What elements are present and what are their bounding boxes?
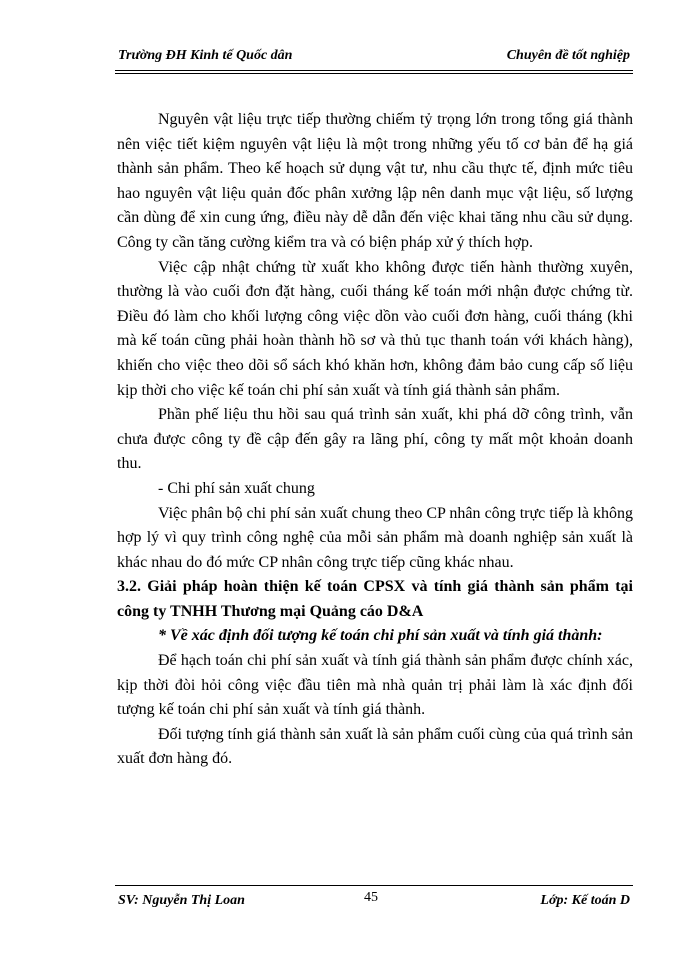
footer-class: Lớp: Kế toán D	[540, 893, 630, 908]
footer-student: SV: Nguyễn Thị Loan	[118, 893, 245, 908]
page-number: 45	[364, 890, 378, 905]
paragraph-6: Để hạch toán chi phí sản xuất và tính giá thành sản phẩm được chính xác, kịp thời đòi hỏi công việc đầu tiên mà nhà quản trị phải làm là xác định đối tượng kế toán chi phí sản xuất và tính giá thành.	[117, 652, 633, 719]
header-school: Trường ĐH Kinh tế Quốc dân	[118, 48, 293, 63]
paragraph-5: Việc phân bộ chi phí sản xuất chung theo CP nhân công trực tiếp là không hợp lý vì quy trình công nghệ của mỗi sản phẩm mà doanh nghiệp sản xuất là khác nhau do đó mức CP nhân công trực tiếp cũng khác nhau.	[117, 504, 633, 571]
header-title: Chuyên đề tốt nghiệp	[506, 48, 630, 63]
footer-rule	[115, 885, 633, 886]
paragraph-7: Đối tượng tính giá thành sản xuất là sản phẩm cuối cùng của quá trình sản xuất đơn hàng đó.	[117, 725, 633, 768]
header-rule	[115, 70, 633, 71]
page-body	[117, 108, 633, 772]
header-rule-double	[115, 73, 633, 74]
paragraph-3: Phần phế liệu thu hồi sau quá trình sản xuất, khi phá dỡ công trình, vẫn chưa được công ty đề cập đến gây ra lãng phí, công ty mất một khoản doanh thu.	[117, 406, 633, 473]
sub-heading: * Về xác định đối tượng kế toán chi phí sản xuất và tính giá thành:	[158, 627, 603, 645]
bullet-general-costs: - Chi phí sản xuất chung	[158, 479, 315, 497]
paragraph-1: Nguyên vật liệu trực tiếp thường chiếm tỷ trọng lớn trong tổng giá thành nên việc tiết kiệm nguyên vật liệu là một trong những yếu tố cơ bản để hạ giá thành sản phẩm. Theo kế hoạch sử dụng vật tư, nhu cầu thực tế, định mức tiêu hao nguyên vật liệu quản đốc phân xưởng lập nên danh mục vật liệu, số lượng cần dùng để xin cung ứng, điều này dễ dẫn đến việc khai tăng nhu cầu sử dụng. Công ty cần tăng cường kiểm tra và có biện pháp xử ý thích hợp.	[117, 111, 633, 251]
paragraph-2: Việc cập nhật chứng từ xuất kho không được tiến hành thường xuyên, thường là vào cuối đơn đặt hàng, cuối tháng kế toán mới nhận được chứng từ. Điều đó làm cho khối lượng công việc dồn vào cuối đơn hàng, cuối tháng (khi mà kế toán cũng phải hoàn thành hồ sơ và thủ tục thanh toán với khách hàng), khiến cho việc theo dõi sổ sách khó khăn hơn, không đảm bảo cung cấp số liệu kịp thời cho việc kế toán chi phí sản xuất và tính giá thành sản phẩm.	[117, 258, 633, 399]
section-heading: 3.2. Giải pháp hoàn thiện kế toán CPSX và tính giá thành sản phẩm tại công ty TNHH Thương mại Quảng cáo D&A	[117, 578, 633, 620]
